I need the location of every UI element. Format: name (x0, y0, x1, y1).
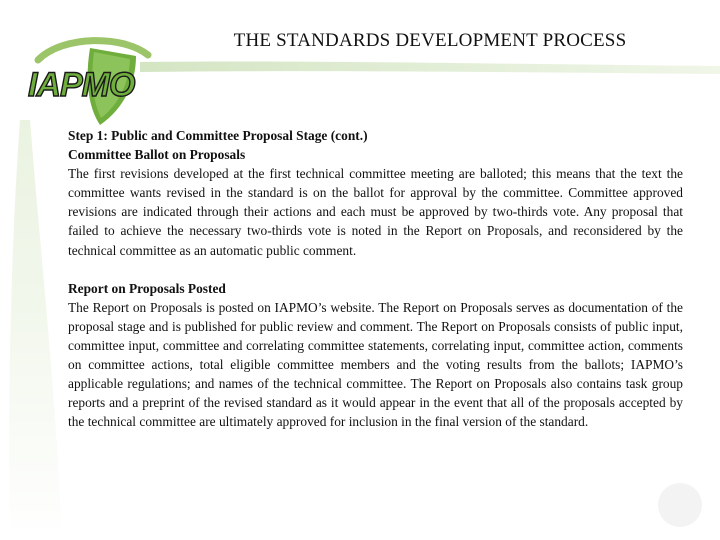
spacer (68, 260, 683, 279)
page-title: THE STANDARDS DEVELOPMENT PROCESS (233, 30, 627, 51)
section-heading-step: Step 1: Public and Committee Proposal Stage (cont.) (68, 128, 368, 143)
section-heading-report: Report on Proposals Posted (68, 280, 226, 296)
document-body (68, 126, 683, 431)
section-heading-ballot: Committee Ballot on Proposals (68, 147, 246, 163)
paragraph-report: The Report on Proposals is posted on IAPMO’s website. The Report on Proposals serves as documentation of the proposal stage and is published for public review and comment. The Report on Proposals consists of public input, committee input, committee and correlating committee statements, correlating input, committee action, comments on committee actions, total eligible committee members and the voting results from the ballots; IAPMO’s applicable regulations; and names of the technical committee. The Report on Proposals also contains task group reports and a preprint of the revised standard as it would appear in the event that all of the proposals accepted by the technical committee are ultimately approved for inclusion in the final version of the standard. (68, 299, 683, 430)
logo-text: IAPMO (28, 66, 135, 104)
paragraph-ballot: The first revisions developed at the first technical committee meeting are balloted; this means that the text the committee wants revised in the standard is on the ballot for approval by the committee. Committee approved revisions are indicated through their actions and each must be approved by two-thirds vote. Any proposal that failed to achieve the necessary two-thirds vote is noted in the Report on Proposals, and reconsidered by the technical committee as an automatic public comment. (68, 166, 683, 258)
iapmo-logo (18, 30, 168, 130)
